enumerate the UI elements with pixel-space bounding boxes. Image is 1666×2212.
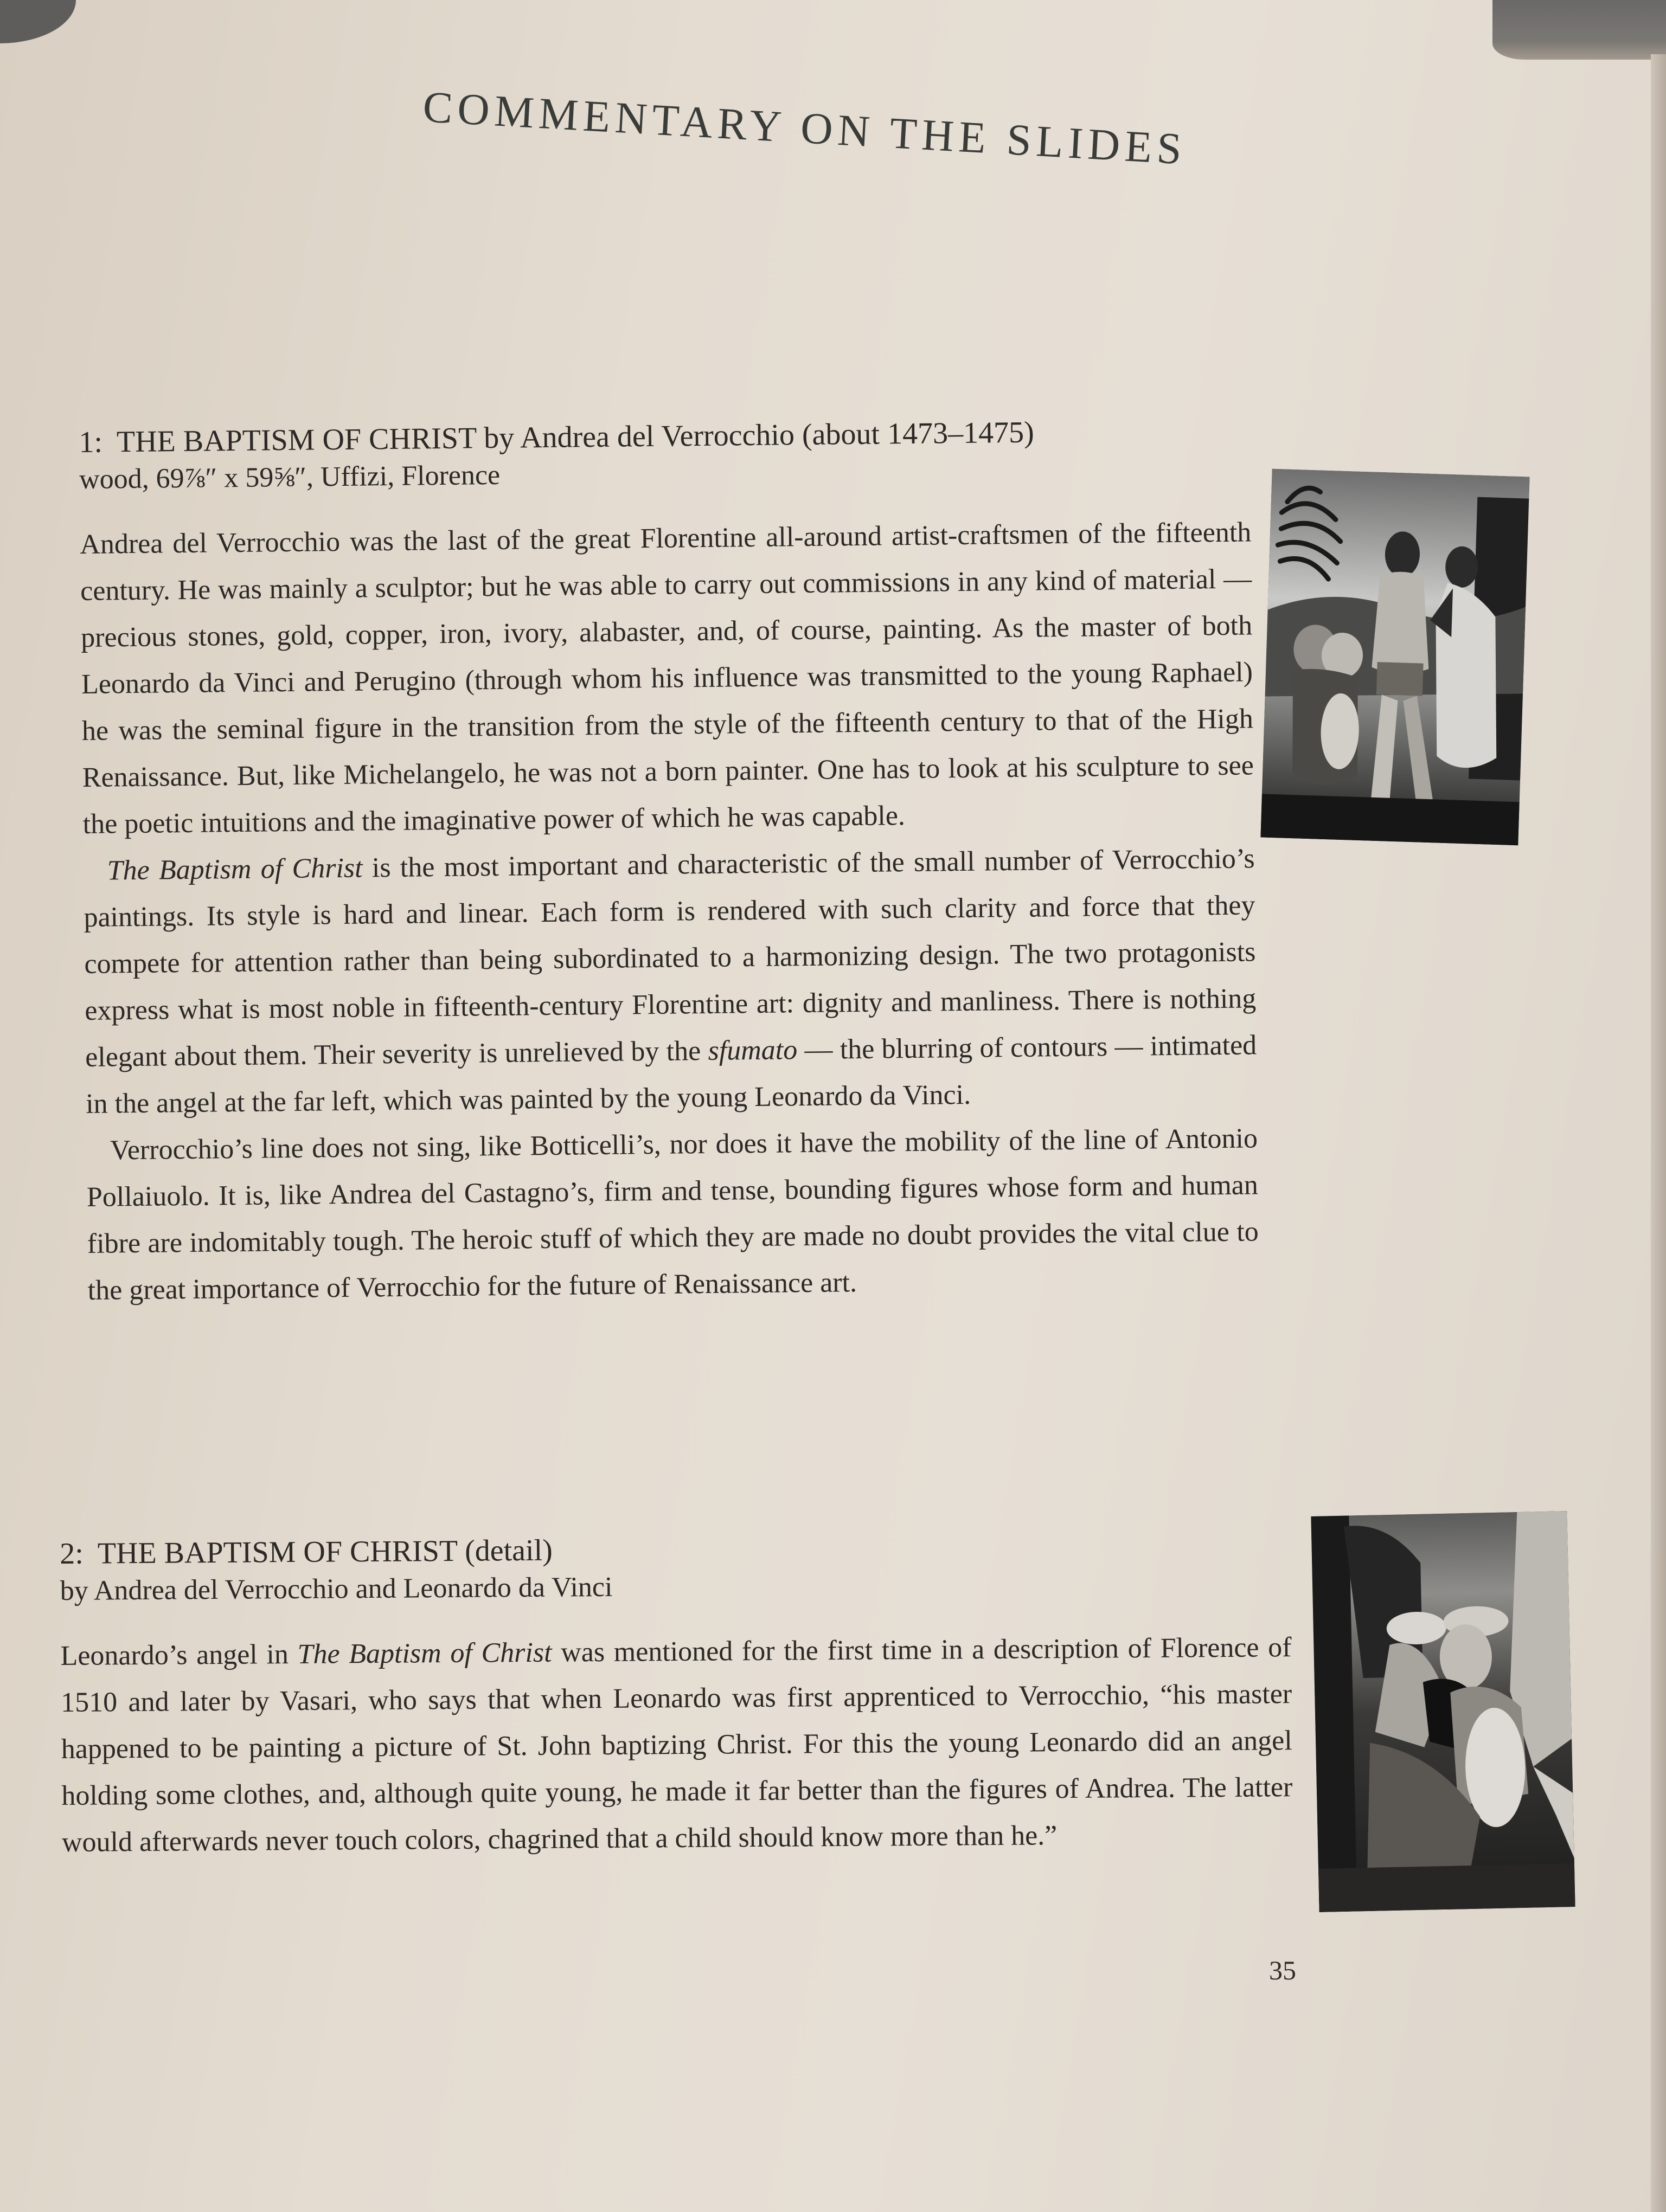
text-segment: was mentioned for the first time in a description of Florence of 1510 and later by Vasari, who says that when Leonardo was first apprenticed to Verrocchio, “his master happened to be painting a picture of St. John baptizing Christ. For this the young Leonardo did an angel holding some clothes, and, although quite young, he made it far better than the figures of Andrea. The latter would afterwards never touch colors, chagrined that a child should know more than he.”: [60, 1632, 1293, 1858]
text-segment: Verrocchio’s line does not sing, like Botticelli’s, nor does it have the mobility of the line of Antonio Pollaiuolo. It is, like Andrea del Castagno’s, firm and tense, bounding figures whose form and human fibre are indomitably tough. The heroic stuff of which they are made no doubt provides the vital clue to the great importance of Verrocchio for the future of Renaissance art.: [86, 1123, 1259, 1306]
section-number: 2:: [60, 1536, 84, 1571]
painting-detail-illustration: [1311, 1511, 1575, 1912]
background-shadow-right: [1492, 0, 1666, 60]
text-segment: Leonardo’s angel in: [60, 1638, 298, 1671]
section-date: (about 1473–1475): [802, 415, 1034, 452]
section-title: THE BAPTISM OF CHRIST: [97, 1534, 458, 1571]
section-subtitle: by Andrea del Verrocchio and Leonardo da Vinci: [60, 1571, 613, 1606]
paragraph: [60, 1624, 1293, 1866]
section-title: THE BAPTISM OF CHRIST: [116, 421, 477, 459]
italic-text: The Baptism of Christ: [107, 852, 363, 886]
page-title: COMMENTARY ON THE SLIDES: [421, 82, 1188, 174]
page-number: 35: [1269, 1955, 1296, 1985]
painting-illustration: [1260, 469, 1529, 846]
section-2: [60, 1526, 1293, 1866]
section-byline: (detail): [464, 1533, 553, 1568]
text-segment: Andrea del Verrocchio was the last of the great Florentine all-around artist-craftsmen of the fifteenth century. He was mainly a sculptor; but he was able to carry out commissions in any kind of material — precious stones, gold, copper, iron, ivory, alabaster, and, of course, painting. As the master of both Leonardo da Vinci and Perugino (through whom his influence was transmitted to the young Raphael) he was the seminal figure in the transition from the style of the fifteenth century to that of the High Renaissance. But, like Michelangelo, he was not a born painter. One has to look at his sculpture to see the poetic intuitions and the imaginative power of which he was capable.: [80, 517, 1254, 840]
page-edge: [1651, 54, 1666, 2212]
section-byline: by Andrea del Verrocchio: [483, 418, 795, 455]
italic-text: The Baptism of Christ: [297, 1637, 552, 1670]
text-segment: — the blurring of contours — intimated in the angel at the far left, which was painted by the young Leonardo da Vinci.: [85, 1030, 1257, 1120]
text-segment: is the most important and characteristic of the small number of Verrocchio’s paintings. Its style is hard and linear. Each form is rendered with such clarity and force that they compete for attention rather than being subordinated to a harmonizing design. The two protagonists express what is most noble in fifteenth-century Florentine art: dignity and manliness. There is nothing elegant about them. Their severity is unrelieved by the: [84, 843, 1257, 1073]
section-subtitle: wood, 69⅞″ x 59⅝″, Uffizi, Florence: [79, 459, 501, 495]
section-number: 1:: [79, 425, 103, 459]
section-1: [79, 410, 1259, 1314]
background-shadow-left: [0, 0, 76, 43]
italic-text: sfumato: [708, 1034, 798, 1066]
paragraph: [80, 509, 1254, 848]
painting-image-detail: [1311, 1511, 1575, 1912]
paragraph: [86, 1115, 1259, 1314]
paragraph: [83, 835, 1257, 1128]
painting-image-baptism: [1260, 469, 1529, 846]
